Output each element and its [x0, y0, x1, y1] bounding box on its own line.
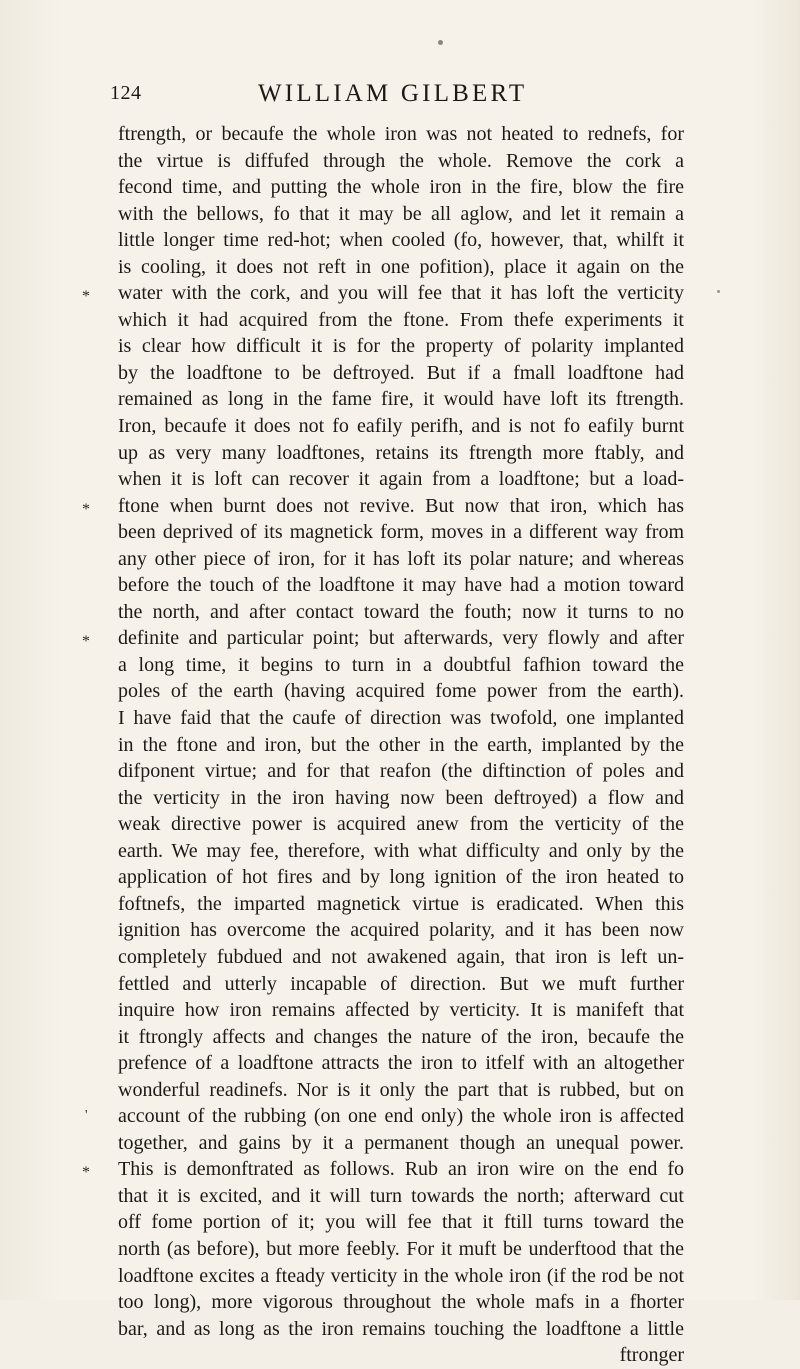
text-line: fecond time, and putting the whole iron in the fire, blow the fire — [118, 176, 684, 199]
text-line: earth. We may fee, therefore, with what difficulty and only by the — [118, 839, 684, 862]
text-line: ftone when burnt does not revive. But now that iron, which has — [118, 494, 684, 517]
text-line: definite and particular point; but afterwards, very flowly and after — [118, 627, 684, 650]
text-line: that it is excited, and it will turn towards the north; afterward cut — [118, 1184, 684, 1207]
text-line: the north, and after contact toward the fouth; now it turns to no — [118, 600, 684, 623]
text-line: difponent virtue; and for that reafon (the diftinction of poles and — [118, 760, 684, 783]
text-line: with the bellows, fo that it may be all aglow, and let it remain a — [118, 202, 684, 225]
text-line: before the touch of the loadftone it may have had a motion toward — [118, 574, 684, 597]
text-line: by the loadftone to be deftroyed. But if a fmall loadftone had — [118, 361, 684, 384]
body-text — [82, 121, 684, 1369]
page-header — [110, 80, 682, 112]
text-line: prefence of a loadftone attracts the iron to itfelf with an altogether — [118, 1052, 684, 1075]
text-line: any other piece of iron, for it has loft its polar nature; and whereas — [118, 547, 684, 570]
margin-speck — [717, 290, 720, 293]
margin-mark: * — [82, 633, 90, 651]
text-line: is cooling, it does not reft in one pofition), place it again on the — [118, 255, 684, 278]
text-line: This is demonftrated as follows. Rub an iron wire on the end fo — [118, 1158, 684, 1181]
print-speck — [438, 40, 443, 45]
text-line: ignition has overcome the acquired polarity, and it has been now — [118, 919, 684, 942]
text-line: been deprived of its magnetick form, moves in a different way from — [118, 521, 684, 544]
running-head: WILLIAM GILBERT — [258, 80, 528, 107]
text-line: up as very many loadftones, retains its ftrength more ftably, and — [118, 441, 684, 464]
text-line: foftnefs, the imparted magnetick virtue is eradicated. When this — [118, 892, 684, 915]
text-line-with-margin-mark — [82, 280, 684, 307]
text-line: which it had acquired from the ftone. From thefe experiments it — [118, 308, 684, 331]
text-line-with-margin-mark — [82, 1156, 684, 1183]
text-line: application of hot fires and by long ignition of the iron heated to — [118, 866, 684, 889]
text-line: the verticity in the iron having now been deftroyed) a flow and — [118, 786, 684, 809]
text-line: is clear how difficult it is for the property of polarity implanted — [118, 335, 684, 358]
text-line: ftrength, or becaufe the whole iron was not heated to rednefs, for — [118, 123, 684, 145]
text-line: wonderful readinefs. Nor is it only the part that is rubbed, but on — [118, 1078, 684, 1101]
text-line: Iron, becaufe it does not fo eafily perifh, and is not fo eafily burnt — [118, 415, 684, 438]
text-line: bar, and as long as the iron remains touching the loadftone a little — [118, 1317, 684, 1340]
text-line: poles of the earth (having acquired fome power from the earth). — [118, 680, 684, 703]
text-line: too long), more vigorous throughout the whole mafs in a fhorter — [118, 1291, 684, 1314]
text-line: remained as long in the fame fire, it would have loft its ftrength. — [118, 388, 684, 411]
text-line: together, and gains by it a permanent though an unequal power. — [118, 1131, 684, 1154]
text-line: a long time, it begins to turn in a doubtful fafhion toward the — [118, 653, 684, 676]
text-line: weak directive power is acquired anew from the verticity of the — [118, 813, 684, 836]
text-line: fettled and utterly incapable of direction. But we muft further — [118, 972, 684, 995]
text-line: north (as before), but more feebly. For it muft be underftood that the — [118, 1237, 684, 1260]
text-line-with-margin-mark — [82, 625, 684, 652]
text-line: inquire how iron remains affected by verticity. It is manifeft that — [118, 999, 684, 1022]
page-number: 124 — [110, 82, 142, 104]
text-line: I have faid that the caufe of direction was twofold, one implanted — [118, 707, 684, 730]
text-line: the virtue is diffufed through the whole. Remove the cork a — [118, 149, 684, 172]
text-line-with-margin-mark — [82, 493, 684, 520]
margin-mark: * — [82, 1164, 90, 1182]
text-line-with-margin-mark — [85, 1103, 684, 1130]
text-line: little longer time red-hot; when cooled (fo, however, that, whilft it — [118, 229, 684, 252]
text-line: when it is loft can recover it again from a loadftone; but a load- — [118, 468, 684, 491]
margin-mark: ' — [85, 1108, 88, 1124]
margin-mark: * — [82, 500, 90, 518]
text-line: water with the cork, and you will fee that it has loft the verticity — [118, 282, 684, 305]
text-line: off fome portion of it; you will fee that it ftill turns toward the — [118, 1211, 684, 1234]
text-line: it ftrongly affects and changes the nature of the iron, becaufe the — [118, 1025, 684, 1048]
catchword: ftronger — [619, 1344, 684, 1367]
text-line: in the ftone and iron, but the other in the earth, implanted by the — [118, 733, 684, 756]
text-line: account of the rubbing (on one end only) the whole iron is affected — [118, 1105, 684, 1128]
text-line: completely fubdued and not awakened again, that iron is left un- — [118, 945, 684, 968]
margin-mark: * — [82, 288, 90, 306]
text-line: loadftone excites a fteady verticity in the whole iron (if the rod be not — [118, 1264, 684, 1287]
